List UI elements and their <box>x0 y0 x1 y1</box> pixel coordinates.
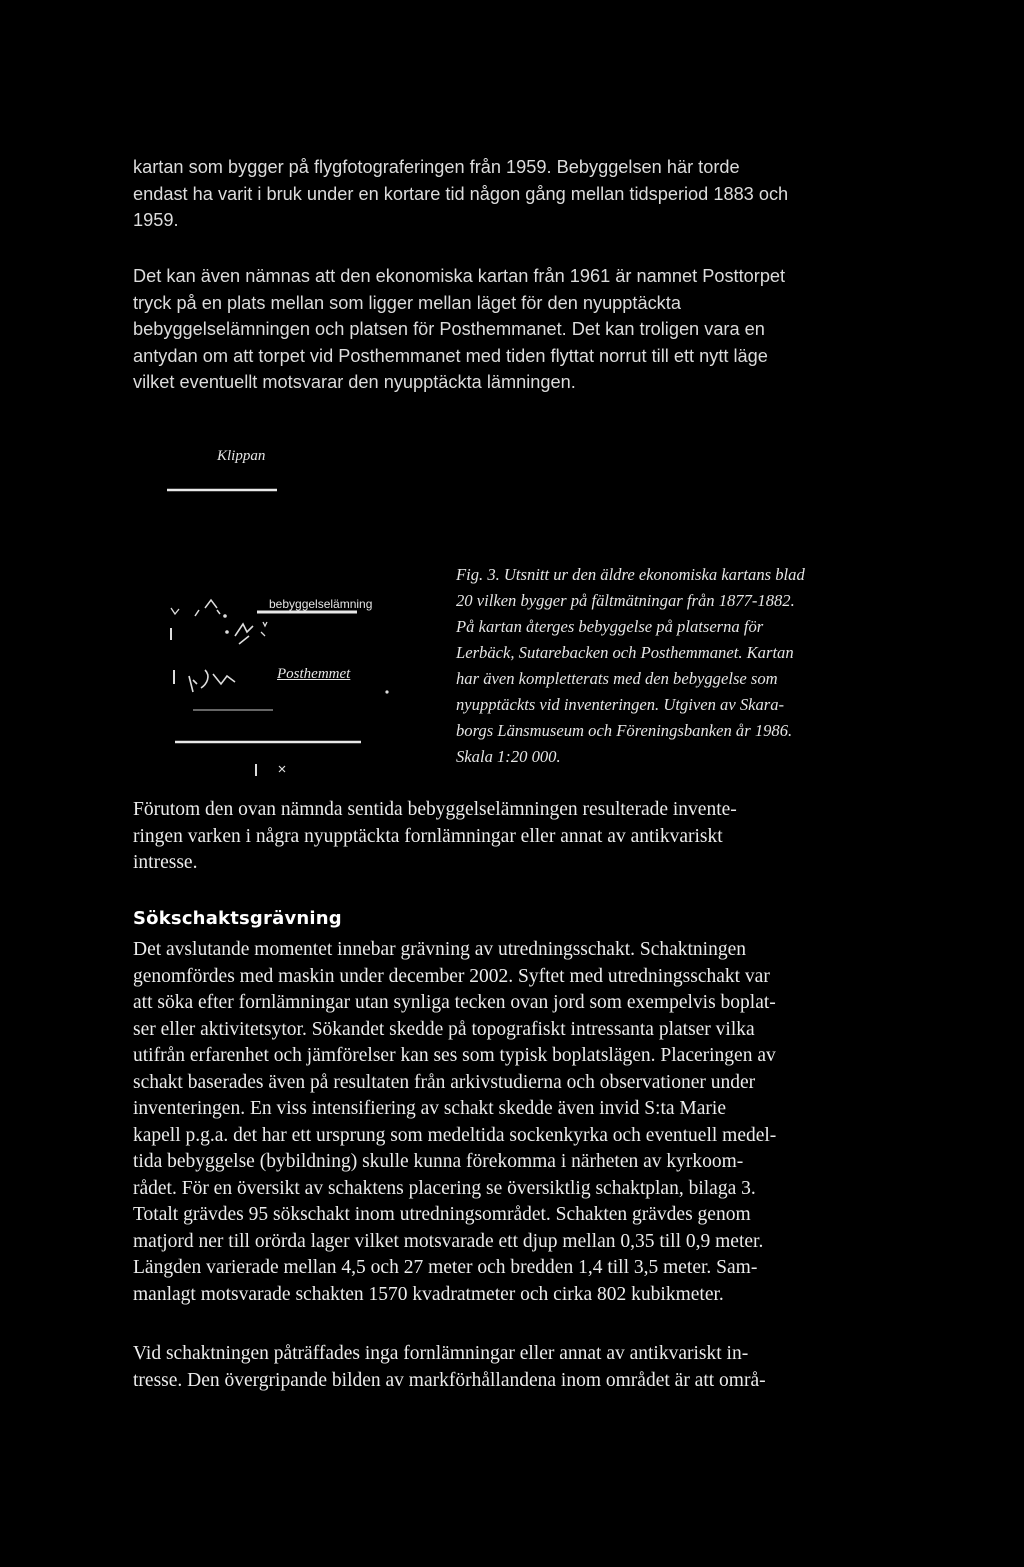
map-mark <box>261 622 267 636</box>
map-dot <box>385 690 388 693</box>
map-mark <box>255 764 257 776</box>
paragraph-forutom: Förutom den ovan nämnda sentida bebyggelselämningen resulterade invente- ringen varken i några nyupptäckta fornlämningar eller annat av antikvariskt intresse. <box>133 799 737 873</box>
map-drawing <box>165 448 405 778</box>
map-label-bebyggelselamning: bebyggelselämning <box>269 597 373 611</box>
map-mark <box>279 766 285 772</box>
paragraph-sokschakt: Det avslutande momentet innebar grävning av utredningsschakt. Schaktningen genomfördes med maskin under december 2002. Syftet med utredningsschakt var att söka efter fornlämningar utan synliga tecken ovan jord som exempelvis boplat- ser eller aktivitetsytor. Sökandet skedde på topografiskt intressanta platser vilka utifrån erfarenhet och jämförelser kan ses som typisk boplatslägen. Placeringen av schakt baserades även på resultaten från arkivstudierna och observationer under inventeringen. En viss intensifiering av schakt skedde även invid S:ta Marie kapell p.g.a. det har ett ursprung som medeltida sockenkyrka och eventuell medel- tida bebyggelse (bybildning) skulle kunna förekomma i närheten av kyrkoom- rådet. För en översikt av schaktens placering se översiktlig schaktplan, bilaga 3. Totalt grävdes 95 sökschakt inom utredningsområdet. Schakten grävdes genom matjord ner till orörda lager vilket motsvarade ett djup mellan 0,35 till 0,9 meter. Längden varierade mellan 4,5 och 27 meter och bredden 1,4 till 3,5 meter. Sam- manlagt motsvarade schakten 1570 kvadratmeter och cirka 802 kubikmeter. <box>133 939 777 1305</box>
paragraph-flygfoto: kartan som bygger på flygfotograferingen från 1959. Bebyggelsen här torde endast ha varit i bruk under en kortare tid någon gång mellan tidsperiod 1883 och 1959. <box>133 157 789 230</box>
map-mark <box>170 628 172 640</box>
paragraph-schaktningen: Vid schaktningen påträffades inga fornlämningar eller annat av antikvariskt in- tresse. Den övergripande bilden av markförhållandena inom området är att områ- <box>133 1343 766 1391</box>
map-mark <box>173 670 175 684</box>
map-building-symbol <box>235 624 253 644</box>
map-dot <box>225 630 229 634</box>
map-label-posthemmet: Posthemmet <box>277 666 351 682</box>
map-terrain-symbol <box>189 670 235 692</box>
paragraph-posttorpet: Det kan även nämnas att den ekonomiska kartan från 1961 är namnet Posttorpet tryck på en plats mellan som ligger mellan läget för den nyupptäckta bebyggelselämningen och platsen för Posthemmanet. Det kan troligen vara en antydan om att torpet vid Posthemmanet med tiden flyttat norrut till ett nytt läge vilket eventuellt motsvarar den nyupptäckta lämningen. <box>133 266 786 392</box>
map-label-klippan: Klippan <box>217 448 266 464</box>
figure-caption: Fig. 3. Utsnitt ur den äldre ekonomiska kartans blad 20 vilken bygger på fältmätningar från 1877-1882. På kartan återges bebyggelse på platserna för Lerbäck, Sutarebacken och Posthemmanet. Kartan har även kompletterats med den bebyggelse som nyupptäckts vid inventeringen. Utgiven av Skara- borgs Länsmuseum och Föreningsbanken år 1986. Skala 1:20 000. <box>456 565 805 766</box>
map-house-symbol <box>195 600 220 616</box>
map-excerpt <box>165 448 405 778</box>
section-heading: Sökschaktsgrävning <box>133 908 342 929</box>
map-dot <box>223 614 227 618</box>
map-mark <box>171 608 179 614</box>
